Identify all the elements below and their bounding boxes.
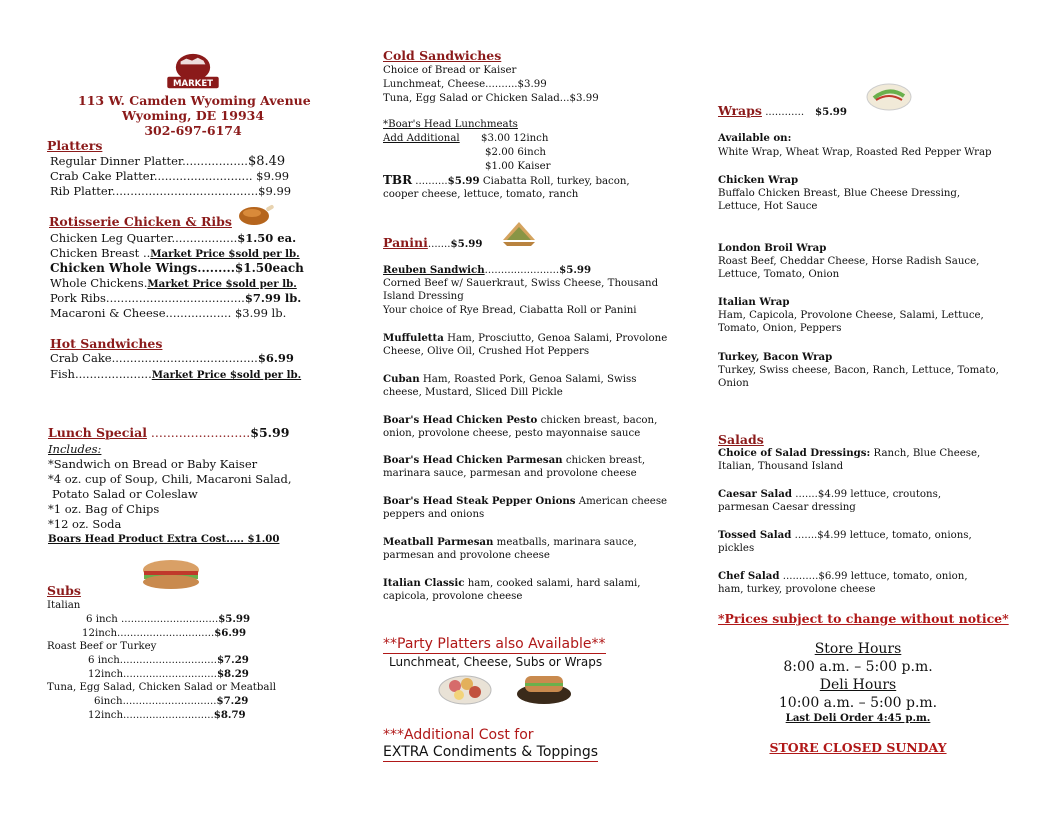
panini-item: Boar's Head Chicken Pesto chicken breast, bacon, onion, provolone cheese, pesto mayonnaise sauce bbox=[383, 414, 658, 440]
party-platters-subtitle: Lunchmeat, Cheese, Subs or Wraps bbox=[389, 655, 603, 669]
lunch-include-line: *4 oz. cup of Soup, Chili, Macaroni Salad, bbox=[48, 472, 292, 486]
panini-item: Muffuletta Ham, Prosciutto, Genoa Salami, Provolone Cheese, Olive Oil, Crushed Hot Peppers bbox=[383, 332, 668, 358]
wrap-item-desc: Turkey, Swiss cheese, Bacon, Ranch, Lettuce, Tomato, Onion bbox=[718, 365, 999, 390]
panini-item: Cuban Ham, Roasted Pork, Genoa Salami, Swiss cheese, Mustard, Sliced Dill Pickle bbox=[383, 373, 637, 399]
platter-item: Rib Platter........................................$9.99 bbox=[50, 184, 292, 198]
rotisserie-item: Chicken Breast ..Market Price $sold per lb. bbox=[50, 246, 300, 260]
salad-dressings: Choice of Salad Dressings: Ranch, Blue Cheese, Italian, Thousand Island bbox=[718, 447, 981, 473]
available-on-title: Available on: bbox=[718, 132, 792, 144]
logo-banner-text: MARKET bbox=[172, 78, 214, 89]
sub-row: 12inch.............................$8.29 bbox=[88, 668, 249, 680]
wrap-item-name: Italian Wrap bbox=[718, 296, 790, 308]
deli-hours-title: Deli Hours bbox=[819, 677, 897, 693]
rotisserie-item: Macaroni & Cheese.................. $3.99 lb. bbox=[50, 306, 287, 320]
additional-cost-line1: ***Additional Cost for bbox=[383, 727, 534, 743]
store-closed-sunday: STORE CLOSED SUNDAY bbox=[769, 740, 947, 755]
available-on-list: White Wrap, Wheat Wrap, Roasted Red Pepper Wrap bbox=[718, 147, 992, 158]
salad-item: Caesar Salad .......$4.99 lettuce, croutons, parmesan Caesar dressing bbox=[718, 488, 942, 514]
panini-heading: Panini.......$5.99 bbox=[383, 235, 483, 250]
meat-platter-icon bbox=[437, 672, 493, 706]
wrap-item-name: Turkey, Bacon Wrap bbox=[718, 351, 833, 363]
sub-sandwich-icon bbox=[140, 556, 202, 592]
tbr-desc: cooper cheese, lettuce, tomato, ranch bbox=[383, 189, 579, 200]
cold-sandwich-line: Tuna, Egg Salad or Chicken Salad...$3.99 bbox=[383, 93, 599, 104]
add-price: $3.00 12inch bbox=[481, 133, 549, 144]
address-street: 113 W. Camden Wyoming Avenue bbox=[78, 93, 311, 108]
price-notice: *Prices subject to change without notice* bbox=[718, 611, 1009, 626]
salad-item: Tossed Salad .......$4.99 lettuce, tomato, onions, pickles bbox=[718, 529, 972, 555]
rotisserie-item: Whole Chickens.Market Price $sold per lb. bbox=[50, 276, 297, 290]
sub-row: 12inch..............................$6.99 bbox=[82, 627, 247, 639]
hot-sandwiches-title: Hot Sandwiches bbox=[50, 336, 163, 351]
sub-row: Italian bbox=[47, 600, 81, 611]
rotisserie-item: Pork Ribs......................................$7.99 lb. bbox=[50, 291, 302, 305]
sandwich-platter-icon bbox=[515, 668, 573, 706]
platter-item: Crab Cake Platter........................... $9.99 bbox=[50, 169, 290, 183]
subs-title: Subs bbox=[47, 583, 81, 598]
additional-cost-line2: EXTRA Condiments & Toppings bbox=[383, 744, 599, 760]
address-phone: 302-697-6174 bbox=[144, 123, 242, 138]
sub-row: 6inch.............................$7.29 bbox=[94, 695, 249, 707]
lunch-includes-label: Includes: bbox=[48, 442, 102, 456]
party-platters-title: **Party Platters also Available** bbox=[383, 636, 606, 652]
wrap-item-desc: Roast Beef, Cheddar Cheese, Horse Radish Sauce, Lettuce, Tomato, Onion bbox=[718, 256, 980, 281]
add-additional-label: Add Additional bbox=[383, 133, 460, 144]
roast-chicken-icon bbox=[232, 200, 278, 228]
address-city: Wyoming, DE 19934 bbox=[121, 108, 265, 123]
add-price: $2.00 6inch bbox=[485, 147, 546, 158]
store-hours-time: 8:00 a.m. – 5:00 p.m. bbox=[783, 659, 933, 675]
rotisserie-title: Rotisserie Chicken & Ribs bbox=[49, 214, 232, 229]
store-hours-title: Store Hours bbox=[814, 641, 902, 657]
panini-item: Meatball Parmesan meatballs, marinara sauce, parmesan and provolone cheese bbox=[383, 536, 637, 562]
platters-title: Platters bbox=[47, 138, 103, 153]
platter-item: Regular Dinner Platter..................$8.49 bbox=[50, 154, 286, 169]
panini-icon bbox=[499, 218, 539, 248]
cold-sandwiches-title: Cold Sandwiches bbox=[383, 48, 502, 63]
sub-row: 6 inch ..............................$5.99 bbox=[86, 613, 251, 625]
reuben-desc: Corned Beef w/ Sauerkraut, Swiss Cheese, Thousand Island Dressing bbox=[383, 278, 659, 303]
rotisserie-item: Chicken Whole Wings.........$1.50each bbox=[50, 261, 304, 275]
tbr-line: TBR ..........$5.99 Ciabatta Roll, turkey, bacon, bbox=[383, 173, 630, 187]
lunch-include-line: Potato Salad or Coleslaw bbox=[52, 487, 198, 501]
cold-sandwich-line: Choice of Bread or Kaiser bbox=[383, 65, 517, 76]
reuben-line: Reuben Sandwich.......................$5.99 bbox=[383, 264, 592, 276]
panini-item: Boar's Head Steak Pepper Onions American cheese peppers and onions bbox=[383, 495, 668, 521]
hot-sandwich-item: Fish.....................Market Price $sold per lb. bbox=[50, 367, 302, 381]
add-price: $1.00 Kaiser bbox=[485, 161, 551, 172]
cold-sandwich-line: Lunchmeat, Cheese..........$3.99 bbox=[383, 79, 547, 90]
lunch-include-line: *12 oz. Soda bbox=[48, 517, 122, 531]
boars-head-extra-cost: Boars Head Product Extra Cost..... $1.00 bbox=[48, 533, 280, 545]
lunch-include-line: *1 oz. Bag of Chips bbox=[48, 502, 160, 516]
last-deli-order: Last Deli Order 4:45 p.m. bbox=[785, 712, 931, 724]
market-logo bbox=[160, 52, 226, 92]
sub-row: 6 inch..............................$7.29 bbox=[88, 654, 249, 666]
reuben-choice: Your choice of Rye Bread, Ciabatta Roll or Panini bbox=[383, 305, 637, 316]
boars-head-lunchmeats-title: *Boar's Head Lunchmeats bbox=[383, 119, 518, 130]
deli-hours-time: 10:00 a.m. – 5:00 p.m. bbox=[778, 695, 938, 711]
lunch-special-heading: Lunch Special .........................$5.99 bbox=[48, 425, 290, 440]
wrap-icon bbox=[864, 80, 914, 114]
panini-item: Italian Classic ham, cooked salami, hard salami, capicola, provolone cheese bbox=[383, 577, 641, 603]
sub-row: Roast Beef or Turkey bbox=[47, 641, 157, 652]
rotisserie-item: Chicken Leg Quarter..................$1.50 ea. bbox=[50, 231, 297, 245]
panini-item: Boar's Head Chicken Parmesan chicken breast, marinara sauce, parmesan and provolone cheese bbox=[383, 454, 646, 480]
hot-sandwich-item: Crab Cake........................................$6.99 bbox=[50, 351, 294, 365]
lunch-include-line: *Sandwich on Bread or Baby Kaiser bbox=[48, 457, 258, 471]
wraps-heading: Wraps ............ $5.99 bbox=[718, 103, 847, 118]
wrap-item-desc: Ham, Capicola, Provolone Cheese, Salami, Lettuce, Tomato, Onion, Peppers bbox=[718, 310, 984, 335]
sub-row: Tuna, Egg Salad, Chicken Salad or Meatball bbox=[47, 682, 277, 693]
wrap-item-desc: Buffalo Chicken Breast, Blue Cheese Dressing, Lettuce, Hot Sauce bbox=[718, 188, 961, 213]
salads-title: Salads bbox=[718, 432, 764, 447]
sub-row: 12inch............................$8.79 bbox=[88, 709, 246, 721]
salad-item: Chef Salad ...........$6.99 lettuce, tomato, onion, ham, turkey, provolone cheese bbox=[718, 570, 968, 596]
wrap-item-name: Chicken Wrap bbox=[718, 174, 799, 186]
wrap-item-name: London Broil Wrap bbox=[718, 242, 827, 254]
